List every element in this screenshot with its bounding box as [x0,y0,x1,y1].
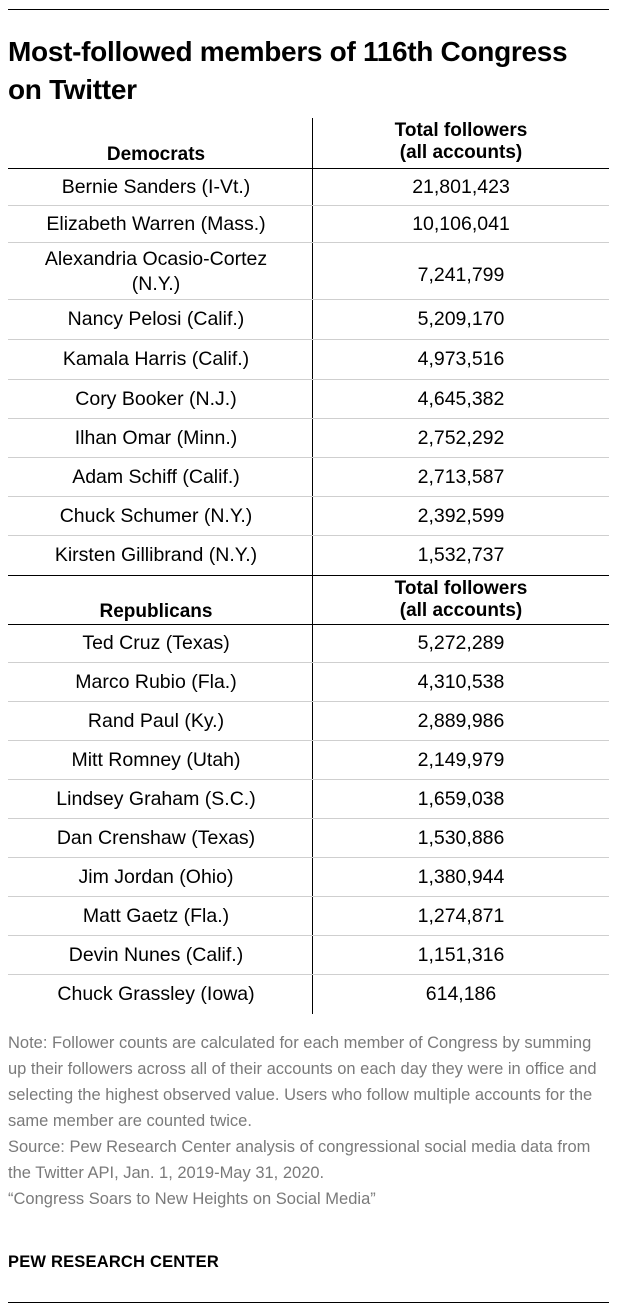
table-row [8,624,609,663]
democrats-column-header: Total followers (all accounts) [394,120,528,163]
follower-count: 7,241,799 [417,264,505,286]
follower-count: 2,889,986 [417,709,505,732]
member-name: Ilhan Omar (Minn.) [74,426,238,449]
member-name: Kamala Harris (Calif.) [62,348,250,370]
table-row [8,300,609,340]
follower-count: 10,106,041 [412,212,510,235]
member-name: Ted Cruz (Texas) [82,631,230,654]
democrats-label: Democrats [106,144,206,165]
follower-count: 2,752,292 [417,426,505,449]
follower-count: 4,973,516 [417,348,505,370]
table-row [8,497,609,536]
follower-count: 2,149,979 [417,748,505,771]
pew-logo-text: PEW RESEARCH CENTER [8,1253,219,1271]
table-row [8,243,609,300]
table-row [8,858,609,897]
follower-count: 21,801,423 [412,175,510,198]
follower-count: 614,186 [425,982,497,1005]
table-row [8,780,609,819]
member-name: Elizabeth Warren (Mass.) [46,212,266,235]
follower-count: 1,380,944 [417,865,505,888]
table-row [8,340,609,380]
member-name: Marco Rubio (Fla.) [75,670,237,693]
republicans-header [8,575,609,625]
member-name: Lindsey Graham (S.C.) [56,787,256,810]
member-name: Chuck Grassley (Iowa) [57,982,255,1005]
follower-count: 5,272,289 [417,631,505,654]
table-row [8,819,609,858]
member-name: Alexandria Ocasio-Cortez (N.Y.) [44,248,268,295]
table-row [8,169,609,206]
republicans-column-header: Total followers (all accounts) [394,578,528,621]
page-title: Most-followed members of 116th Congress on Twitter [8,36,568,105]
member-name: Matt Gaetz (Fla.) [82,904,230,927]
member-name: Jim Jordan (Ohio) [78,865,234,888]
table-row [8,536,609,574]
democrats-header [8,118,609,169]
table-row [8,936,609,975]
follower-count: 1,659,038 [417,787,505,810]
table-row [8,702,609,741]
report-title: “Congress Soars to New Heights on Social Media” [8,1190,376,1208]
follower-count: 1,151,316 [417,943,505,966]
table-row [8,663,609,702]
member-name: Nancy Pelosi (Calif.) [67,308,245,330]
member-name: Kirsten Gillibrand (N.Y.) [54,543,258,566]
republicans-label: Republicans [99,601,213,622]
member-name: Chuck Schumer (N.Y.) [59,504,253,527]
bottom-rule [8,1302,609,1303]
follower-count: 2,392,599 [417,504,505,527]
follower-count: 5,209,170 [417,308,505,330]
follower-count: 4,645,382 [417,387,505,410]
note-text: Note: Follower counts are calculated for each member of Congress by summing up their followers across all of their accounts on each day they were in office and selecting the highest observed value. Users who follow multiple accounts for the same member are counted twice. [8,1034,597,1130]
table-row [8,419,609,458]
follower-count: 4,310,538 [417,670,505,693]
member-name: Dan Crenshaw (Texas) [56,826,256,849]
table-row [8,897,609,936]
follower-count: 2,713,587 [417,465,505,488]
member-name: Devin Nunes (Calif.) [68,943,244,966]
follower-count: 1,274,871 [417,904,505,927]
table-row [8,975,609,1013]
member-name: Mitt Romney (Utah) [71,748,241,771]
member-name: Rand Paul (Ky.) [87,709,225,732]
top-rule [8,9,609,10]
follower-count: 1,530,886 [417,826,505,849]
table-row [8,458,609,497]
source-text: Source: Pew Research Center analysis of congressional social media data from the Twitter API, Jan. 1, 2019-May 31, 2020. [8,1138,591,1182]
follower-count: 1,532,737 [417,543,505,566]
member-name: Bernie Sanders (I-Vt.) [61,175,251,198]
table-row [8,206,609,243]
member-name: Cory Booker (N.J.) [75,387,237,410]
table-row [8,380,609,419]
table-row [8,741,609,780]
footnotes [8,1030,608,1212]
member-name: Adam Schiff (Calif.) [72,465,240,488]
